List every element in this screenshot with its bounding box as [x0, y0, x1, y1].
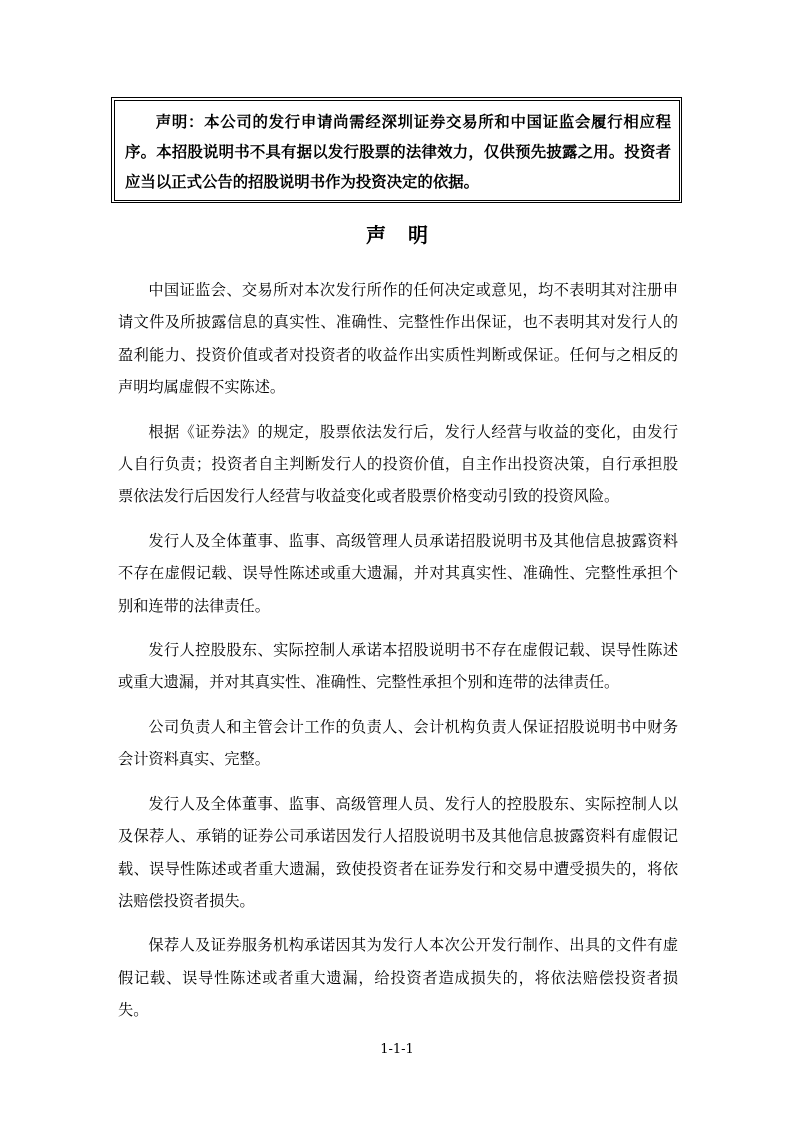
paragraph-compensation-commitment: 发行人及全体董事、监事、高级管理人员、发行人的控股股东、实际控制人以及保荐人、承销的证券公司承诺因发行人招股说明书及其他信息披露资料有虚假记载、误导性陈述或者重大遗漏，致使投资者在证券发行和交易中遭受损失的，将依法赔偿投资者损失。 — [118, 794, 678, 910]
declaration-body — [118, 274, 678, 1039]
paragraph-csrc-disclaimer: 中国证监会、交易所对本次发行所作的任何决定或意见，均不表明其对注册申请文件及所披露信息的真实性、准确性、完整性作出保证，也不表明其对发行人的盈利能力、投资价值或者对投资者的收益作出实质性判断或保证。任何与之相反的声明均属虚假不实陈述。 — [118, 281, 678, 397]
page-number: 1-1-1 — [380, 1042, 414, 1057]
pre-disclosure-notice-box — [111, 97, 682, 203]
page-title: 声明 — [366, 223, 450, 247]
paragraph-sponsor-commitment: 保荐人及证券服务机构承诺因其为发行人本次公开发行制作、出具的文件有虚假记载、误导性陈述或者重大遗漏，给投资者造成损失的，将依法赔偿投资者损失。 — [118, 936, 678, 1020]
paragraph-accounting-assurance: 公司负责人和主管会计工作的负责人、会计机构负责人保证招股说明书中财务会计资料真实、完整。 — [118, 717, 678, 769]
pre-disclosure-notice-text: 声明：本公司的发行申请尚需经深圳证券交易所和中国证监会履行相应程序。本招股说明书不具有据以发行股票的法律效力，仅供预先披露之用。投资者应当以正式公告的招股说明书作为投资决定的依据。 — [125, 113, 671, 191]
paragraph-board-commitment: 发行人及全体董事、监事、高级管理人员承诺招股说明书及其他信息披露资料不存在虚假记载、误导性陈述或重大遗漏，并对其真实性、准确性、完整性承担个别和连带的法律责任。 — [118, 531, 678, 615]
paragraph-controller-commitment: 发行人控股股东、实际控制人承诺本招股说明书不存在虚假记载、误导性陈述或重大遗漏，并对其真实性、准确性、完整性承担个别和连带的法律责任。 — [118, 641, 678, 692]
paragraph-securities-law: 根据《证券法》的规定，股票依法发行后，发行人经营与收益的变化，由发行人自行负责；投资者自主判断发行人的投资价值，自主作出投资决策，自行承担股票依法发行后因发行人经营与收益变化或者股票价格变动引致的投资风险。 — [118, 422, 678, 506]
